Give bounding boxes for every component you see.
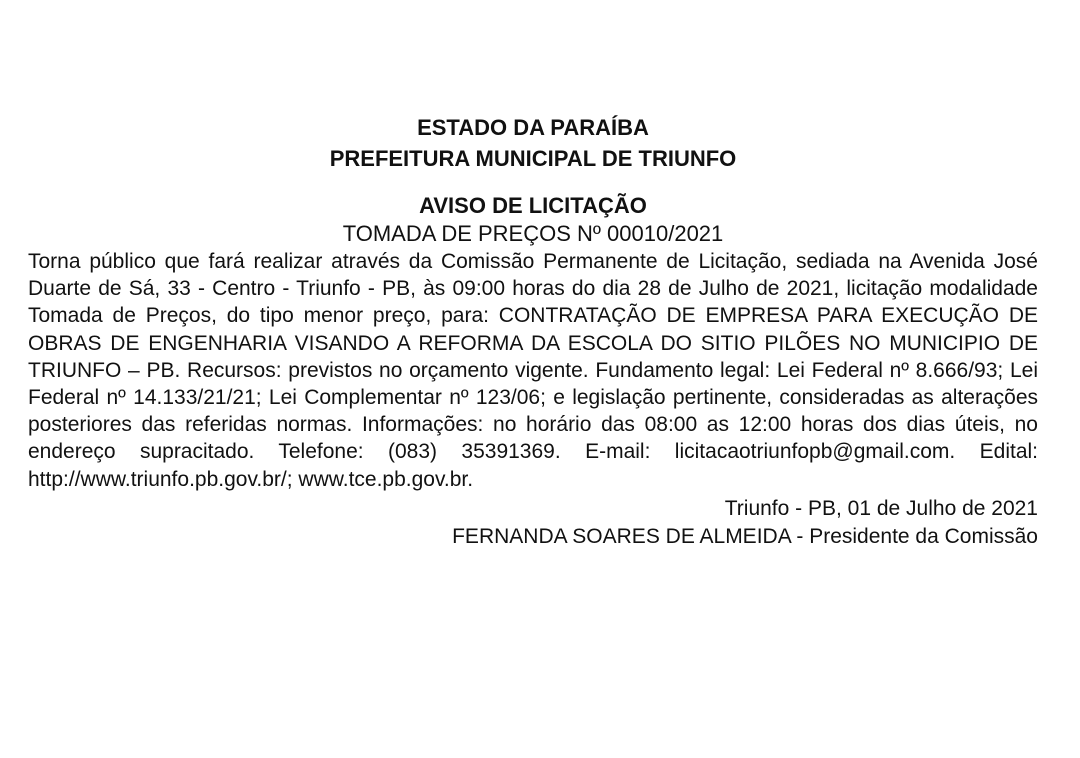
signer: FERNANDA SOARES DE ALMEIDA - Presidente da Comissão	[452, 524, 1038, 548]
state-heading: ESTADO DA PARAÍBA	[417, 115, 649, 140]
notice-body: Torna público que fará realizar através da Comissão Permanente de Licitação, sediada na Avenida José Duarte de Sá, 33 - Centro - Triunfo - PB, às 09:00 horas do dia 28 de Julho de 2021, licitação modalidade Tomada de Preços, do tipo menor preço, para: CONTRATAÇÃO DE EMPRESA PARA EXECUÇÃO DE OBRAS DE ENGENHARIA VISANDO A REFORMA DA ESCOLA DO SITIO PILÕES NO MUNICIPIO DE TRIUNFO – PB. Recursos: previstos no orçamento vigente. Fundamento legal: Lei Federal nº 8.666/93; Lei Federal nº 14.133/21/21; Lei Complementar nº 123/06; e legislação pertinente, consideradas as alterações posteriores das referidas normas. Informações: no horário das 08:00 as 12:00 horas dos dias úteis, no endereço supracitado. Telefone: (083) 35391369. E-mail: licitacaotriunfopb@gmail.com. Edital: http://www.triunfo.pb.gov.br/; www.tce.pb.gov.br.	[28, 250, 1038, 491]
notice-title: AVISO DE LICITAÇÃO	[419, 193, 647, 218]
spacer	[28, 174, 1038, 192]
place-date: Triunfo - PB, 01 de Julho de 2021	[724, 496, 1038, 520]
notice-subtitle: TOMADA DE PREÇOS Nº 00010/2021	[342, 221, 724, 246]
notice-document	[28, 112, 1038, 551]
prefecture-heading: PREFEITURA MUNICIPAL DE TRIUNFO	[329, 146, 737, 171]
